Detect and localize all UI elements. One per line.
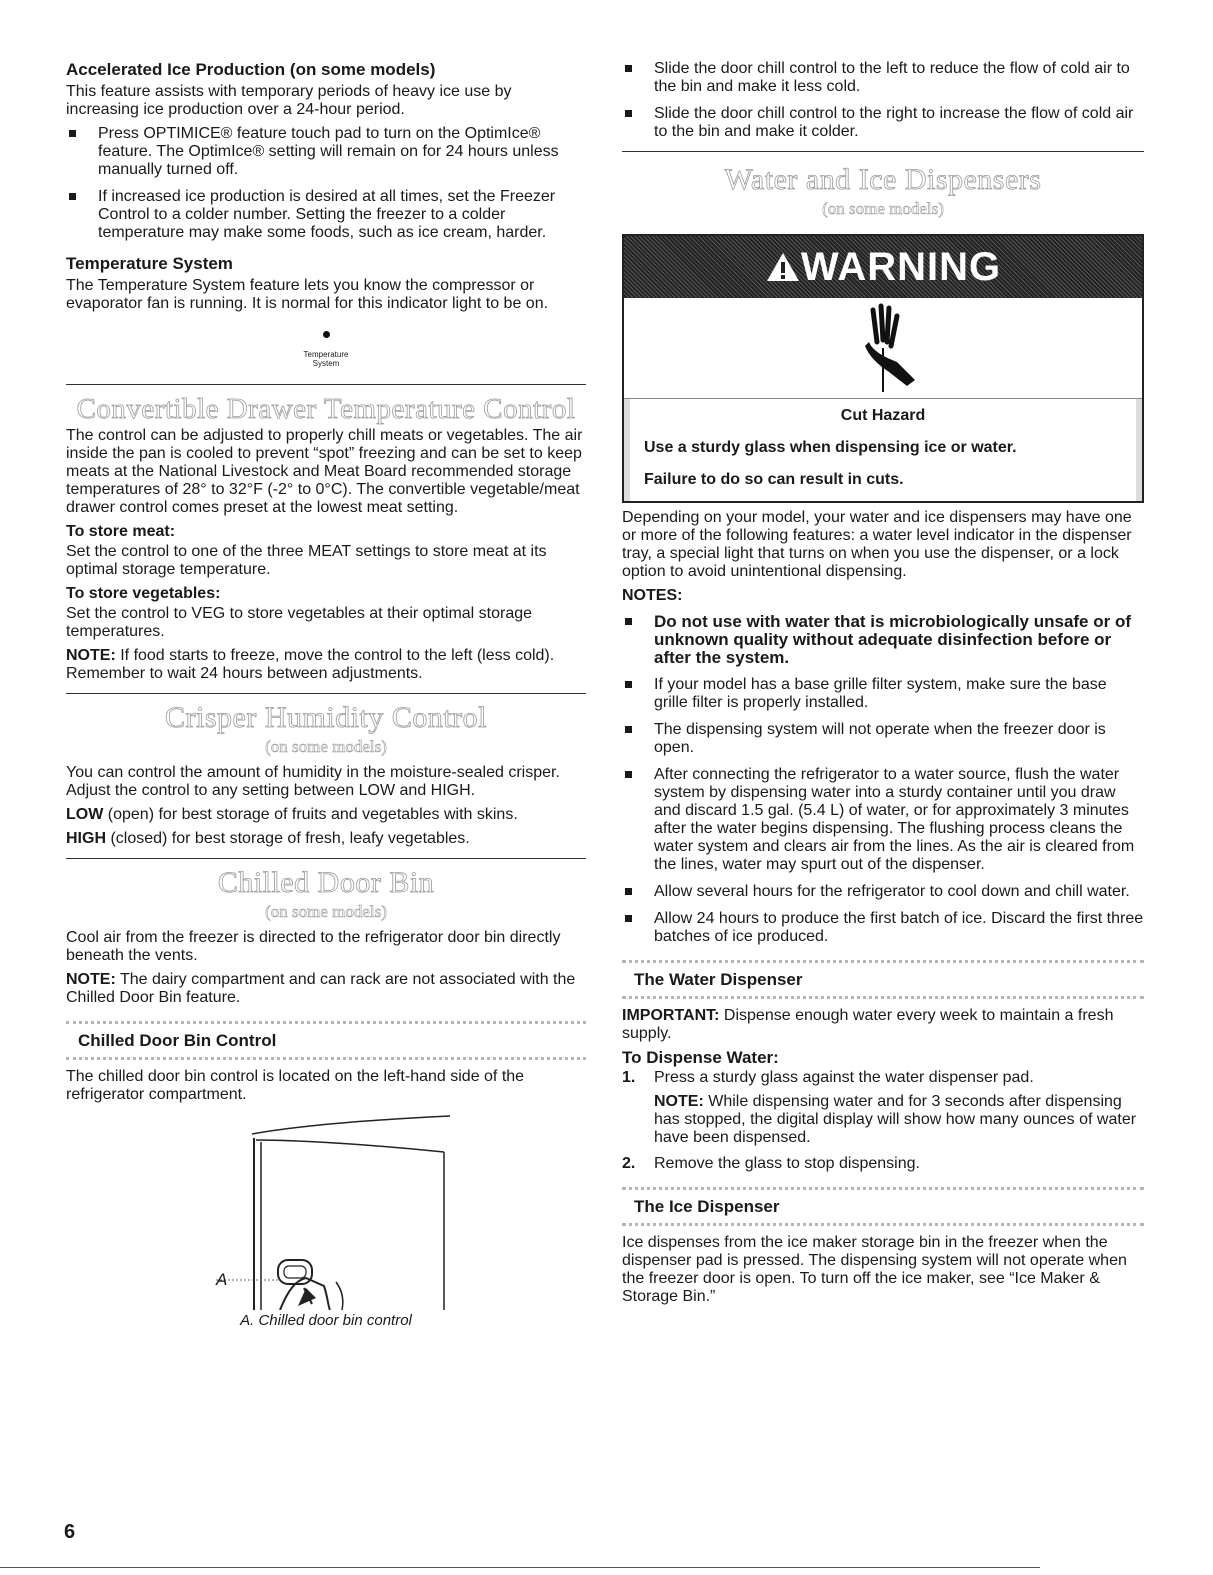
note-text: While dispensing water and for 3 seconds after dispensing has stopped, the digital display will show how many ounces of water have been dispensed. [654,1093,1137,1146]
warning-pictogram [624,298,1142,399]
note-text: The dairy compartment and can rack are not associated with the Chilled Door Bin feature. [66,971,576,1006]
bin-control-text: The chilled door bin control is located on the left-hand side of the refrigerator compartment. [66,1068,525,1103]
figure-caption: A. Chilled door bin control [240,1312,412,1329]
drawer-note [66,647,586,683]
right-column [622,60,1144,1312]
indicator-light-icon [323,331,330,338]
warning-line: Use a sturdy glass when dispensing ice or water. [644,439,1017,456]
bin-note [66,971,586,1007]
warning-box [622,234,1144,503]
note-label: NOTE: [654,1093,704,1110]
warning-banner [624,236,1142,298]
step-item [622,1155,1144,1173]
accelerated-ice-intro: This feature assists with temporary periods of heavy ice use by increasing ice production over a 24-hour period. [66,83,512,118]
crisper-high [66,830,586,848]
chilled-bin-illustration [66,1110,586,1310]
high-text: (closed) for best storage of fresh, leafy vegetables. [106,830,470,847]
warning-label: WARNING [800,244,1002,289]
store-meat-heading: To store meat: [66,523,176,540]
section-divider [66,384,586,385]
ice-dispenser-text: Ice dispenses from the ice maker storage bin in the freezer when the dispenser pad is pressed. The dispensing system will not operate when the freezer door is open. To turn off the ice maker, see “Ice Maker & Storage Bin.” [622,1234,1127,1305]
temperature-system-indicator [66,331,586,368]
crisper-section-title: Crisper Humidity Control [165,701,487,734]
warning-hazard: Cut Hazard [840,407,926,424]
crisper-low [66,806,586,824]
warning-title [765,245,1001,290]
crisper-section-subtitle: (on some models) [265,737,387,756]
step-note [654,1093,1144,1147]
list-item: Do not use with water that is microbiologically unsafe or of unknown quality without adequate disinfection before or after the system. [622,613,1144,667]
section-divider [66,858,586,859]
bin-section-subtitle: (on some models) [265,902,387,921]
step-text: Press a sturdy glass against the water dispenser pad. [654,1069,1034,1086]
section-divider [622,151,1144,152]
step-number: 1. [622,1069,636,1086]
dispensers-intro: Depending on your model, your water and ice dispensers may have one or more of the following features: a water level indicator in the dispenser tray, a special light that turns on when you use the dispenser, or a lock option to avoid unintentional dispensing. [622,509,1132,580]
dispensers-section-subtitle: (on some models) [822,199,944,218]
list-item: Slide the door chill control to the left to reduce the flow of cold air to the bin and make it less cold. [622,60,1144,96]
list-item: Press OPTIMICE® feature touch pad to turn on the OptimIce® feature. The OptimIce® setting will remain on for 24 hours unless manually turned off. [66,125,586,179]
store-vegetables-text: Set the control to VEG to store vegetables at their optimal storage temperatures. [66,605,533,640]
drawer-text: The control can be adjusted to properly chill meats or vegetables. The air inside the pan is cooled to prevent “spot” freezing and can be set to keep meats at the National Livestock and Meat Board recommended storage temperatures of 28° to 32°F (-2° to 0°C). The convertible vegetable/meat drawer control comes preset at the lowest meat setting. [66,427,583,516]
ice-dispenser-heading: The Ice Dispenser [622,1187,1144,1226]
water-dispenser-heading: The Water Dispenser [622,960,1144,999]
page-bottom-rule [0,1567,1040,1568]
to-dispense-heading: To Dispense Water: [622,1048,779,1067]
crisper-text: You can control the amount of humidity in the moisture-sealed crisper. Adjust the control to any setting between LOW and HIGH. [66,764,560,799]
bin-control-heading: Chilled Door Bin Control [66,1021,586,1060]
chilled-bin-figure [66,1110,586,1335]
alert-triangle-icon [765,251,801,283]
cut-hand-icon [843,302,923,394]
figure-letter: A [216,1270,228,1289]
bin-section-title: Chilled Door Bin [217,866,435,899]
low-label: LOW [66,806,104,823]
drawer-section-title: Convertible Drawer Temperature Control [76,393,576,425]
list-item: Slide the door chill control to the right to increase the flow of cold air to the bin and make it colder. [622,105,1144,141]
accelerated-ice-heading: Accelerated Ice Production (on some models) [66,60,436,79]
temperature-system-heading: Temperature System [66,254,233,273]
dispensers-section-title: Water and Ice Dispensers [724,163,1042,196]
bin-control-list [622,60,1144,141]
store-meat-text: Set the control to one of the three MEAT settings to store meat at its optimal storage temperature. [66,543,547,578]
step-text: Remove the glass to stop dispensing. [654,1155,920,1172]
note-label: NOTE: [66,647,116,664]
left-column [66,60,586,1335]
step-item [622,1069,1144,1147]
page-number: 6 [64,1521,76,1543]
notes-heading: NOTES: [622,587,683,604]
list-item: After connecting the refrigerator to a water source, flush the water system by dispensing water into a sturdy container until you draw and discard 1.5 gal. (5.4 L) of water, or for approximately 3 minutes after the water begins dispensing. The flushing process cleans the water system and clears air from the lines. As the air is cleared from the lines, water may spurt out of the dispenser. [622,766,1144,874]
accelerated-ice-list [66,125,586,242]
important-label: IMPORTANT: [622,1007,720,1024]
bin-text: Cool air from the freezer is directed to the refrigerator door bin directly beneath the vents. [66,929,561,964]
temperature-system-text: The Temperature System feature lets you know the compressor or evaporator fan is running. It is normal for this indicator light to be on. [66,277,549,312]
warning-line: Failure to do so can result in cuts. [644,471,904,488]
high-label: HIGH [66,830,106,847]
list-item: Allow several hours for the refrigerator to cool down and chill water. [622,883,1144,901]
warning-body [624,399,1142,501]
list-item: Allow 24 hours to produce the first batch of ice. Discard the first three batches of ice produced. [622,910,1144,946]
list-item: The dispensing system will not operate when the freezer door is open. [622,721,1144,757]
section-divider [66,693,586,694]
note-label: NOTE: [66,971,116,988]
indicator-label: Temperature System [303,350,349,368]
note-text: If food starts to freeze, move the control to the left (less cold). Remember to wait 24 hours between adjustments. [66,647,555,682]
list-item: If increased ice production is desired at all times, set the Freezer Control to a colder number. Setting the freezer to a colder temperature may make some foods, such as ice cream, harder. [66,188,586,242]
step-number: 2. [622,1155,636,1172]
list-item: If your model has a base grille filter system, make sure the base grille filter is properly installed. [622,676,1144,712]
low-text: (open) for best storage of fruits and vegetables with skins. [103,806,518,823]
notes-list [622,613,1144,946]
dispense-steps [622,1069,1144,1173]
store-vegetables-heading: To store vegetables: [66,585,221,602]
important-text [622,1007,1144,1043]
important-body: Dispense enough water every week to maintain a fresh supply. [622,1007,1114,1042]
